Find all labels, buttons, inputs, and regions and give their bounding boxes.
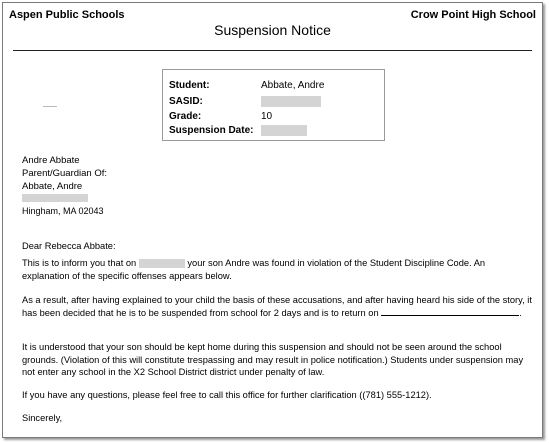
- paragraph-4: If you have any questions, please feel free to call this office for further clarification ((781) 555-1212).: [22, 390, 432, 400]
- district-name: Aspen Public Schools: [9, 9, 125, 21]
- sasid-label: SASID:: [169, 96, 203, 108]
- paragraph-2: [22, 294, 532, 319]
- suspension-date-redacted: [261, 125, 307, 136]
- suspension-date-row: [169, 125, 307, 136]
- paragraph-1: [22, 257, 532, 282]
- offense-date-redacted: [139, 259, 185, 268]
- sasid-redacted: [261, 96, 321, 107]
- closing: Sincerely,: [22, 413, 63, 423]
- salutation: Dear Rebecca Abbate:: [22, 241, 116, 251]
- grade-value: 10: [261, 111, 273, 122]
- school-name: Crow Point High School: [410, 9, 536, 21]
- student-value: Abbate, Andre: [261, 80, 325, 91]
- paragraph-2-period: .: [519, 307, 522, 318]
- grade-row: [169, 111, 272, 122]
- student-label: Student:: [169, 80, 210, 91]
- address-line-3: Abbate, Andre: [22, 181, 83, 192]
- suspension-date-label: Suspension Date:: [169, 125, 254, 137]
- paragraph-1-end: your son Andre was found in violation of the Student Discipline Code. An explanation of the specific offenses appears below.: [22, 258, 486, 281]
- return-date-blank: [381, 307, 519, 316]
- grade-label: Grade:: [169, 111, 202, 122]
- header-divider: [13, 50, 532, 51]
- sasid-row: [169, 96, 321, 107]
- paragraph-2-text: As a result, after having explained to your child the basis of these accusations, and after having heard his side of the story, it has been decided that he is to be suspended from school for 2 days and is to return on: [22, 295, 532, 318]
- paragraph-3: It is understood that your son should be kept home during this suspension and should not be seen around the school grounds. (Violation of this will constitute trespassing and may result in police notification.) Students under suspension may not enter any school in the X2 School District district under penalty of law.: [22, 342, 524, 377]
- document-title: Suspension Notice: [214, 22, 331, 38]
- address-city: Hingham, MA 02043: [22, 206, 104, 216]
- student-info-box: [162, 69, 385, 141]
- paragraph-1-start: This is to inform you that on: [22, 258, 137, 268]
- suspension-notice-document: [2, 2, 543, 438]
- decorative-dash: [43, 106, 57, 107]
- address-line-2: Parent/Guardian Of:: [22, 168, 108, 179]
- address-line-1: Andre Abbate: [22, 155, 80, 166]
- street-address-redacted: [22, 194, 88, 202]
- student-row: [169, 80, 324, 91]
